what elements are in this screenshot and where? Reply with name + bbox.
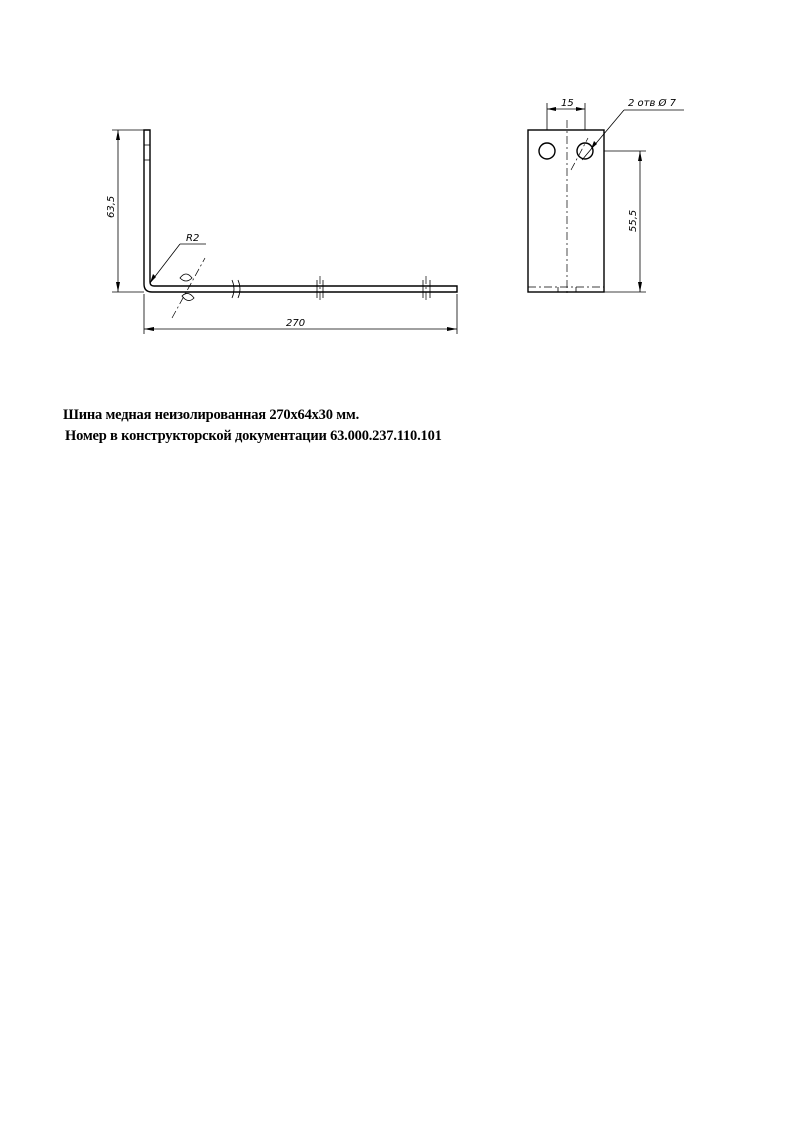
side-radius-dim: R2	[186, 233, 200, 244]
break-mark	[232, 280, 240, 298]
side-length-dim: 270	[286, 318, 306, 329]
technical-drawing	[0, 0, 794, 400]
front-view	[528, 97, 684, 296]
side-view	[106, 130, 457, 334]
front-spacing-dim: 15	[561, 98, 574, 109]
front-height-dim: 55,5	[628, 209, 639, 232]
caption-title: Шина медная неизолированная 270х64х30 мм.	[63, 407, 359, 423]
side-height-dim: 63,5	[106, 195, 117, 218]
caption-document-number: Номер в конструкторской документации 63.000.237.110.101	[65, 428, 442, 444]
bracket-outline	[144, 130, 457, 292]
front-holes-dim: 2 отв Ø 7	[628, 98, 676, 109]
hole-left	[539, 143, 555, 159]
